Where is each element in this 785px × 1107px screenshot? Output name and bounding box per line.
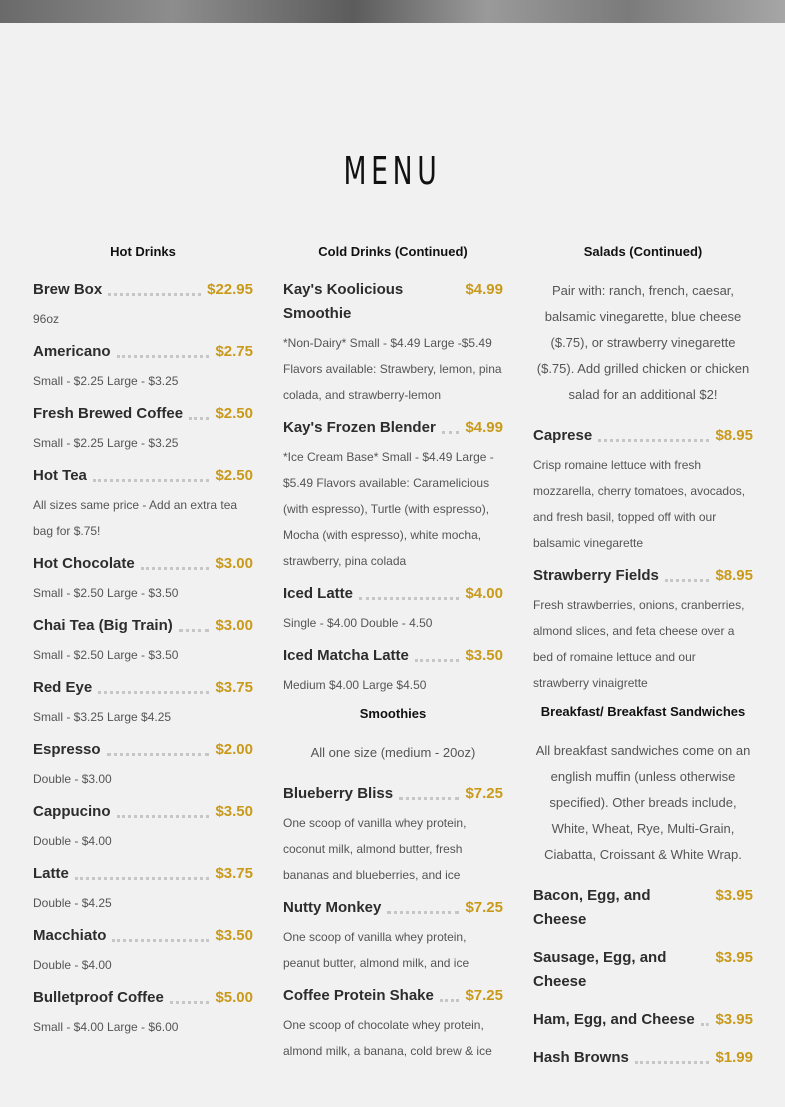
menu-item-description: One scoop of vanilla whey protein, coconut milk, almond butter, fresh bananas and blueberries, and ice (283, 816, 467, 882)
menu-item-description: Fresh strawberries, onions, cranberries, almond slices, and feta cheese over a bed of romaine lettuce and our strawberry vinaigrette (533, 598, 745, 690)
menu-item (33, 738, 253, 792)
dot-leader (359, 582, 459, 600)
menu-item-header (33, 862, 253, 886)
menu-item-description: Double - $3.00 (33, 772, 112, 786)
menu-item-name: Brew Box (33, 281, 103, 298)
menu-item (33, 924, 253, 978)
menu-item-name: Americano (33, 343, 111, 360)
menu-item-price: $22.95 (207, 281, 253, 298)
dot-leader (98, 676, 209, 694)
menu-item-name: Ham, Egg, and Cheese (533, 1011, 695, 1028)
menu-section (33, 244, 253, 1040)
menu-item-name: Hot Chocolate (33, 555, 135, 572)
menu-item-header (533, 1008, 753, 1032)
menu-item (33, 340, 253, 394)
menu-item-header (33, 278, 253, 302)
menu-item-description: Small - $2.50 Large - $3.50 (33, 586, 179, 600)
menu-item (283, 582, 503, 636)
menu-item-name: Coffee Protein Shake (283, 987, 434, 1004)
menu-item (533, 1046, 753, 1070)
menu-item (33, 676, 253, 730)
menu-item-price: $7.25 (465, 899, 503, 916)
menu-item-price: $2.75 (215, 343, 253, 360)
menu-item-header (283, 782, 503, 806)
menu-section (283, 244, 503, 698)
menu-item (33, 552, 253, 606)
menu-section (533, 704, 753, 1070)
menu-item-header (33, 614, 253, 638)
menu-item-name: Iced Matcha Latte (283, 647, 409, 664)
dot-leader (442, 416, 460, 434)
menu-item (33, 278, 253, 332)
menu-section (283, 706, 503, 1064)
section-title: Cold Drinks (Continued) (318, 244, 468, 259)
menu-item-name: Macchiato (33, 927, 107, 944)
menu-item-price: $1.99 (715, 1049, 753, 1066)
menu-item-name: Espresso (33, 741, 101, 758)
menu-section (533, 244, 753, 696)
menu-item-name: Sausage, Egg, and Cheese (533, 949, 667, 990)
menu-item-description: Double - $4.00 (33, 834, 112, 848)
page-title: MENU (343, 149, 442, 194)
menu-item-description: One scoop of vanilla whey protein, peanut butter, almond milk, and ice (283, 930, 470, 970)
menu-item-header (33, 800, 253, 824)
menu-item-description: Single - $4.00 Double - 4.50 (283, 616, 433, 630)
menu-item-header (283, 644, 503, 668)
menu-item-description: Small - $2.25 Large - $3.25 (33, 436, 179, 450)
menu-item-header (283, 896, 503, 920)
dot-leader (108, 278, 201, 296)
dot-leader (699, 884, 709, 899)
menu-item-description: Small - $4.00 Large - $6.00 (33, 1020, 179, 1034)
dot-leader (112, 924, 209, 942)
menu-item-price: $3.95 (715, 887, 753, 904)
dot-leader (701, 1008, 710, 1026)
menu-item-description: All sizes same price - Add an extra tea bag for $.75! (33, 498, 238, 538)
dot-leader (399, 782, 459, 800)
dot-leader (141, 552, 210, 570)
menu-item-description: 96oz (33, 312, 60, 326)
menu-item-header (33, 340, 253, 364)
menu-item (283, 278, 503, 408)
menu-item-name: Bulletproof Coffee (33, 989, 164, 1006)
menu-column-1 (33, 244, 253, 1048)
menu-item-header (283, 984, 503, 1008)
menu-item-description: Small - $3.25 Large $4.25 (33, 710, 172, 724)
menu-item-header (33, 402, 253, 426)
section-note: All breakfast sandwiches come on an english muffin (unless otherwise specified). Other breads include, White, Wheat, Rye, Multi-Grain, Ciabatta, Croissant & White Wrap. (535, 743, 751, 862)
menu-item-header (33, 552, 253, 576)
dot-leader (449, 278, 459, 293)
menu-item-header (33, 676, 253, 700)
menu-item-price: $3.95 (715, 949, 753, 966)
section-title: Hot Drinks (110, 244, 176, 259)
menu-item-name: Bacon, Egg, and Cheese (533, 887, 651, 928)
section-note: Pair with: ranch, french, caesar, balsamic vinegarette, blue cheese ($.75), or strawberry vinegarette ($.75). Add grilled chicken or chicken salad for an additional $2! (536, 283, 750, 402)
menu-item-description: *Ice Cream Base* Small - $4.49 Large - $5.49 Flavors available: Caramelicious (with espresso), Turtle (with espresso), Mocha (with espresso), white mocha, strawberry, pina colada (283, 450, 494, 568)
menu-item-price: $2.50 (215, 467, 253, 484)
dot-leader (179, 614, 210, 632)
menu-item-price: $3.50 (465, 647, 503, 664)
menu-item-price: $3.75 (215, 865, 253, 882)
dot-leader (387, 896, 459, 914)
menu-item-header (533, 564, 753, 588)
menu-item-price: $5.00 (215, 989, 253, 1006)
dot-leader (117, 340, 210, 358)
menu-item-header (33, 464, 253, 488)
menu-item-name: Iced Latte (283, 585, 354, 602)
menu-item (33, 402, 253, 456)
menu-item-price: $2.00 (215, 741, 253, 758)
menu-item-name: Hot Tea (33, 467, 87, 484)
dot-leader (75, 862, 210, 880)
dot-leader (598, 424, 709, 442)
menu-item (533, 1008, 753, 1032)
menu-item-header (33, 924, 253, 948)
dot-leader (93, 464, 210, 482)
menu-item-description: Double - $4.25 (33, 896, 112, 910)
menu-item-name: Kay's Frozen Blender (283, 419, 436, 436)
menu-item (533, 946, 753, 994)
menu-item-price: $4.99 (465, 419, 503, 436)
hero-image-strip (0, 0, 785, 23)
dot-leader (189, 402, 209, 420)
menu-item (283, 416, 503, 574)
menu-item-price: $3.75 (215, 679, 253, 696)
menu-item-name: Chai Tea (Big Train) (33, 617, 173, 634)
menu-item-name: Strawberry Fields (533, 567, 659, 584)
dot-leader (699, 946, 709, 961)
menu-item (283, 644, 503, 698)
menu-item-description: Medium $4.00 Large $4.50 (283, 678, 427, 692)
menu-item-name: Cappucino (33, 803, 111, 820)
section-title: Breakfast/ Breakfast Sandwiches (540, 704, 746, 719)
menu-item-price: $8.95 (715, 427, 753, 444)
menu-item-price: $8.95 (715, 567, 753, 584)
menu-item-name: Blueberry Bliss (283, 785, 394, 802)
menu-item-price: $3.00 (215, 555, 253, 572)
menu-item-header (533, 1046, 753, 1070)
menu-item-header (283, 582, 503, 606)
menu-item-header (283, 278, 503, 326)
menu-item (33, 986, 253, 1040)
dot-leader (117, 800, 210, 818)
menu-item (283, 782, 503, 888)
menu-item (33, 464, 253, 544)
dot-leader (635, 1046, 710, 1064)
section-note: All one size (medium - 20oz) (310, 745, 476, 760)
menu-item-price: $3.00 (215, 617, 253, 634)
menu-item-name: Nutty Monkey (283, 899, 382, 916)
menu-item-name: Latte (33, 865, 69, 882)
section-title: Smoothies (359, 706, 427, 721)
menu-item (533, 564, 753, 696)
menu-item-description: Small - $2.25 Large - $3.25 (33, 374, 179, 388)
menu-item-name: Hash Browns (533, 1049, 629, 1066)
dot-leader (170, 986, 210, 1004)
menu-item-header (33, 738, 253, 762)
menu-item-description: *Non-Dairy* Small - $4.49 Large -$5.49 Flavors available: Strawbery, lemon, pina colada, and strawberry-lemon (283, 336, 502, 402)
menu-item-header (283, 416, 503, 440)
menu-item-header (533, 884, 753, 932)
dot-leader (107, 738, 210, 756)
menu-column-3 (533, 244, 753, 1084)
menu-item-description: One scoop of chocolate whey protein, almond milk, a banana, cold brew & ice (283, 1018, 492, 1058)
menu-item (33, 614, 253, 668)
menu-column-2 (283, 244, 503, 1072)
menu-item (33, 862, 253, 916)
menu-item-price: $3.50 (215, 803, 253, 820)
menu-item-name: Kay's Koolicious Smoothie (283, 281, 404, 322)
menu-item (33, 800, 253, 854)
menu-item-price: $3.95 (715, 1011, 753, 1028)
menu-item (283, 984, 503, 1064)
menu-item-name: Caprese (533, 427, 593, 444)
dot-leader (440, 984, 460, 1002)
menu-item-price: $3.50 (215, 927, 253, 944)
menu-item-price: $7.25 (465, 987, 503, 1004)
menu-item-price: $4.00 (465, 585, 503, 602)
menu-item (533, 884, 753, 932)
menu-item-description: Double - $4.00 (33, 958, 112, 972)
menu-item (283, 896, 503, 976)
menu-item-price: $4.99 (465, 281, 503, 298)
menu-item-header (33, 986, 253, 1010)
menu-item-name: Fresh Brewed Coffee (33, 405, 184, 422)
section-title: Salads (Continued) (583, 244, 703, 259)
menu-item-price: $2.50 (215, 405, 253, 422)
menu-item-description: Crisp romaine lettuce with fresh mozzarella, cherry tomatoes, avocados, and fresh basil, topped off with our balsamic vinegarette (533, 458, 746, 550)
menu-item-description: Small - $2.50 Large - $3.50 (33, 648, 179, 662)
menu-item-header (533, 946, 753, 994)
menu-item (533, 424, 753, 556)
menu-item-name: Red Eye (33, 679, 93, 696)
menu-item-price: $7.25 (465, 785, 503, 802)
dot-leader (415, 644, 460, 662)
menu-item-header (533, 424, 753, 448)
dot-leader (665, 564, 710, 582)
